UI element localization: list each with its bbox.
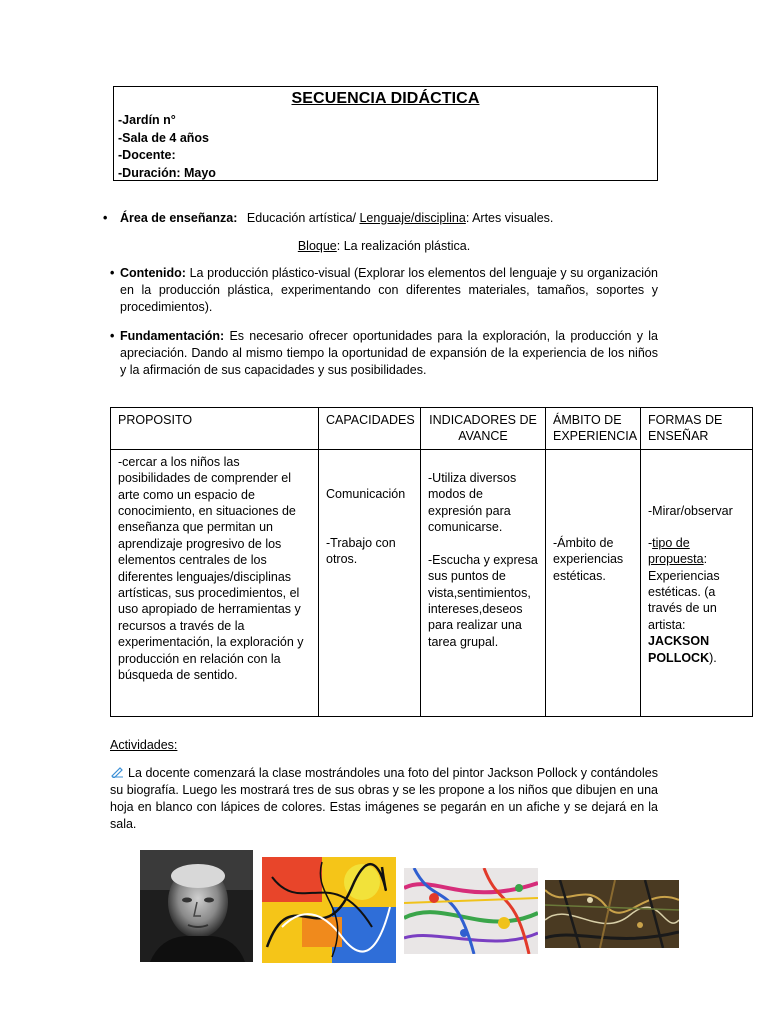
fundamentacion-label: Fundamentación: [120, 329, 225, 343]
table-row [111, 449, 753, 716]
area-text: Educación artística/ [246, 211, 356, 225]
header-line-docente: -Docente: [118, 148, 176, 162]
contenido-paragraph [110, 265, 658, 316]
header-formas: FORMAS DE ENSEÑAR [641, 408, 753, 450]
area-text-end: : Artes visuales. [465, 211, 554, 225]
contenido-label: Contenido: [120, 266, 186, 280]
forma-propuesta [648, 535, 745, 666]
indicador-2: -Escucha y expresa sus puntos de vista,sentimientos, intereses,deseos para realizar una tarea grupal. [428, 552, 538, 649]
header-capacidades: CAPACIDADES [319, 408, 421, 450]
planning-table [110, 407, 753, 717]
header-indicadores: INDICADORES DE AVANCE [421, 408, 546, 450]
bullet: • [103, 211, 108, 225]
forma-artist: JACKSON POLLOCK [648, 634, 710, 665]
cell-proposito [111, 449, 319, 716]
bloque-label: Bloque [297, 239, 337, 253]
bloque-paragraph [110, 238, 658, 255]
header-proposito: PROPOSITO [111, 408, 319, 450]
cell-indicadores [421, 449, 546, 716]
cell-ambito [546, 449, 641, 716]
bloque-text: : La realización plástica. [336, 239, 471, 253]
abstract-painting-yellow [262, 857, 396, 963]
header-line-jardin: -Jardín n° [118, 113, 176, 127]
forma-text: : Experiencias estéticas. (a través de un artista: [648, 552, 720, 632]
header-box [113, 86, 658, 181]
portrait-photo [140, 850, 253, 962]
capacidad-trabajo: -Trabajo con otros. [326, 535, 396, 567]
activities-text: La docente comenzará la clase mostrándoles una foto del pintor Jackson Pollock y contándoles su biografía. Luego les mostrará tres de sus obras y se les propone a los niños que dibujen en una hoja en blanco con lápices de colores. Estas imágenes se pegarán en un afiche y se dejará en la sala. [110, 766, 658, 831]
header-ambito: ÁMBITO DE EXPERIENCIA [546, 408, 641, 450]
activities-paragraph [110, 765, 658, 833]
area-label: Área de enseñanza: [120, 211, 238, 225]
area-underlined: Lenguaje/disciplina [359, 211, 466, 225]
cell-capacidades [319, 449, 421, 716]
contenido-text: La producción plástico-visual (Explorar los elementos del lenguaje y su organización en la producción plástica, experimentando con diferentes materiales, tamaños, soportes y procedimientos). [120, 266, 658, 314]
cell-formas [641, 449, 753, 716]
proposito-text: -cercar a los niños las posibilidades de comprender el arte como un espacio de conocimiento, en situaciones de enseñanza que permitan un aprendizaje progresivo de los elementos centrales de los diferentes lenguajes/disciplinas artísticas, sus procedimientos, el uso apropiado de herramientas y recursos a través de la experimentación, la exploración y producción en relación con la búsqueda de sentido. [118, 454, 304, 683]
forma-underlined: tipo de propuesta [648, 535, 704, 567]
drip-painting-colorful [404, 868, 538, 954]
table-header-row [111, 408, 753, 450]
fundamentacion-paragraph [110, 328, 658, 379]
header-line-duracion: -Duración: Mayo [118, 165, 216, 180]
capacidad-comunicacion: Comunicación [326, 486, 406, 501]
forma-mirar: -Mirar/observar [648, 503, 733, 518]
fundamentacion-text: Es necesario ofrecer oportunidades para la exploración, la producción y la apreciación. Dando al mismo tiempo la oportunidad de expansión de la experiencia de los niños y la afirmación de sus capacidades y sus posibilidades. [120, 329, 658, 377]
activities-title: Actividades: [110, 738, 178, 752]
forma-suffix: ). [709, 650, 717, 665]
bullet: • [110, 266, 115, 280]
document-title: SECUENCIA DIDÁCTICA [291, 90, 480, 107]
bullet: • [110, 329, 115, 343]
pencil-icon [110, 766, 124, 778]
ambito-text: -Ámbito de experiencias estéticas. [553, 535, 624, 583]
header-line-sala: -Sala de 4 años [118, 130, 210, 145]
forma-prefix: - [648, 535, 653, 550]
area-paragraph [103, 210, 658, 227]
indicador-1: -Utiliza diversos modos de expresión para comunicarse. [428, 470, 517, 535]
drip-painting-dark [545, 880, 679, 948]
